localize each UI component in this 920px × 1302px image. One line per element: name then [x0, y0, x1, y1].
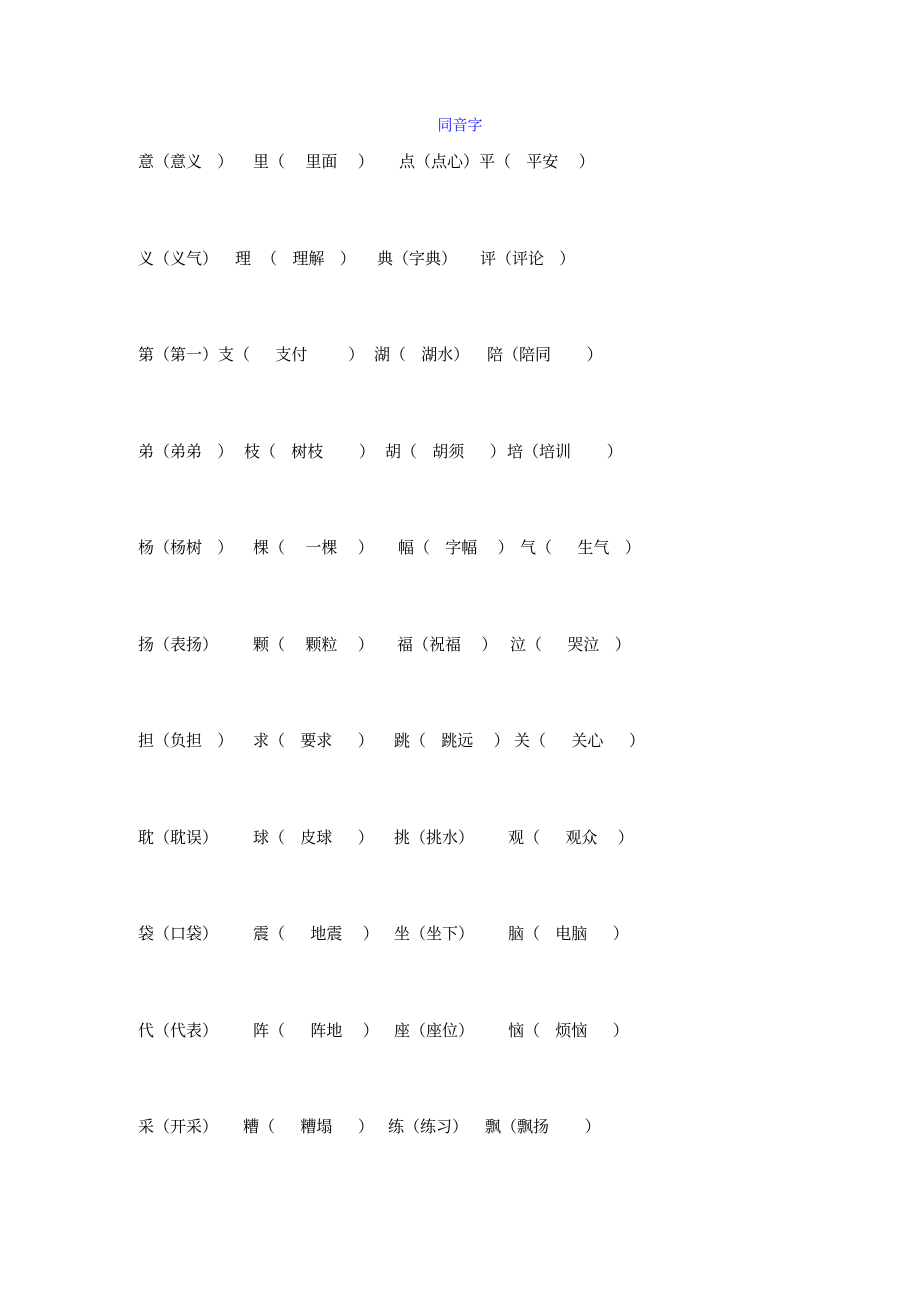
- word-pair: 扬（表扬）: [138, 635, 219, 654]
- word-pair: 袋（口袋）: [138, 924, 219, 943]
- table-row: [0, 826, 920, 850]
- word-pair: 典（字典）: [377, 249, 458, 268]
- word-pair: 湖（ 湖水）: [374, 345, 470, 364]
- word-pair: 棵（ 一棵 ）: [253, 538, 374, 557]
- table-row: [0, 633, 920, 657]
- word-pair: 关（ 关心 ）: [514, 731, 645, 750]
- word-pair: 胡（ 胡须 ）: [385, 442, 506, 461]
- word-pair: 颗（ 颗粒 ）: [253, 635, 374, 654]
- table-row: [0, 536, 920, 560]
- word-pair: 求（ 要求 ）: [253, 731, 374, 750]
- word-pair: 采（开采）: [138, 1117, 219, 1136]
- word-pair: 义（义气）: [138, 249, 219, 268]
- word-pair: 跳（ 跳远 ）: [394, 731, 510, 750]
- table-row: [0, 1019, 920, 1043]
- word-pair: 担（负担 ）: [138, 731, 234, 750]
- word-pair: 座（座位）: [394, 1021, 475, 1040]
- word-pair: 幅（ 字幅 ）: [398, 538, 514, 557]
- word-pair: 福（祝福 ）: [397, 635, 498, 654]
- word-pair: 代（代表）: [138, 1021, 219, 1040]
- table-row: [0, 440, 920, 464]
- word-pair: 观（ 观众 ）: [508, 828, 634, 847]
- word-pair: 点（点心）平（ 平安 ）: [399, 152, 595, 171]
- word-pair: 脑（ 电脑 ）: [508, 924, 629, 943]
- word-pair: 震（ 地震 ）: [253, 924, 379, 943]
- word-pair: 泣（ 哭泣 ）: [510, 635, 631, 654]
- table-row: [0, 150, 920, 174]
- word-pair: 糟（ 糟塌 ）: [243, 1117, 374, 1136]
- word-pair: 陪（陪同 ）: [487, 345, 603, 364]
- word-pair: 耽（耽误）: [138, 828, 219, 847]
- word-pair: 练（练习）: [388, 1117, 469, 1136]
- table-row: [0, 343, 920, 367]
- word-pair: 里（ 里面 ）: [253, 152, 374, 171]
- word-pair: 坐（坐下）: [394, 924, 475, 943]
- word-pair: 杨（杨树 ）: [138, 538, 234, 557]
- word-pair: 第（第一）支（ 支付 ）: [138, 345, 365, 364]
- table-row: [0, 729, 920, 753]
- word-pair: 挑（挑水）: [394, 828, 475, 847]
- word-pair: 理 （ 理解 ）: [235, 249, 356, 268]
- word-pair: 飘（飘扬 ）: [485, 1117, 601, 1136]
- word-pair: 气（ 生气 ）: [520, 538, 641, 557]
- word-pair: 评（评论 ）: [480, 249, 576, 268]
- table-row: [0, 922, 920, 946]
- table-row: [0, 1115, 920, 1139]
- word-pair: 培（培训 ）: [507, 442, 623, 461]
- table-row: [0, 247, 920, 271]
- word-pair: 恼（ 烦恼 ）: [508, 1021, 629, 1040]
- page-title: 同音字: [437, 116, 483, 134]
- word-pair: 枝（ 树枝 ）: [244, 442, 375, 461]
- word-pair: 阵（ 阵地 ）: [253, 1021, 379, 1040]
- word-pair: 弟（弟弟 ）: [138, 442, 234, 461]
- word-pair: 球（ 皮球 ）: [253, 828, 374, 847]
- word-pair: 意（意义 ）: [138, 152, 234, 171]
